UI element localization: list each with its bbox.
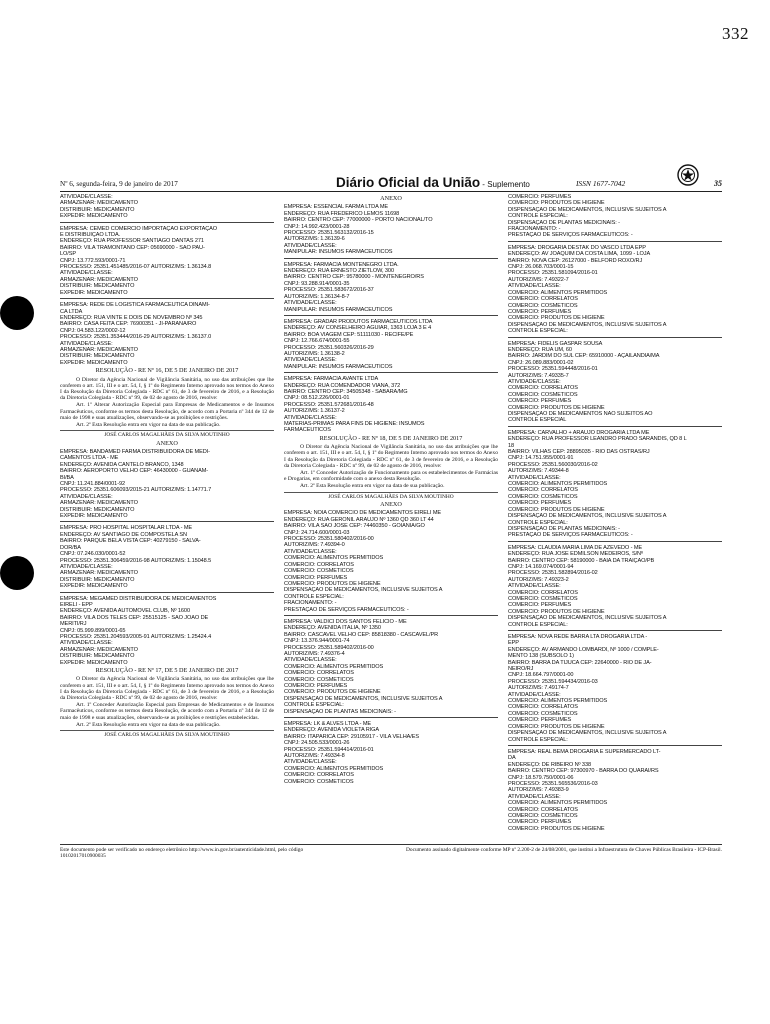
entry-line: COMÉRCIO: CORRELATOS	[508, 385, 578, 392]
entry-line: COMÉRCIO: PERFUMES	[508, 308, 572, 315]
entry-line: ATIVIDADE/CLASSE:	[508, 793, 561, 800]
section-divider	[284, 615, 498, 616]
edition-info: Nº 6, segunda-feira, 9 de janeiro de 2017	[60, 180, 178, 188]
entry-line: MANIPULAR: INSUMOS FARMACÊUTICOS	[284, 249, 393, 256]
entry-line: AUTORIZ/MS: 7.49376-4	[284, 650, 345, 657]
entry-line: DISPENSAÇÃO DE MEDICAMENTOS, INCLUSIVE SUJEITOS A	[508, 513, 667, 520]
entry-line: CONTROLE ESPECIAL:	[284, 702, 344, 709]
entry-line: ATIVIDADE/CLASSE:	[284, 242, 337, 249]
entry-line: PROCESSO: 25351.565536/2016-03	[508, 780, 598, 787]
entry-line: MERITI/RJ	[60, 621, 87, 628]
entry-line: COMÉRCIO: PERFUMES	[508, 194, 572, 200]
entry-line: CONTROLE ESPECIAL	[508, 417, 567, 424]
entry-line: FARMACÊUTICOS	[284, 427, 331, 434]
column-3	[508, 194, 722, 844]
gazette-title	[336, 175, 530, 191]
entry-line: COMÉRCIO: COSMÉTICOS	[284, 778, 354, 785]
entry-line: DISTRIBUIR: MEDICAMENTO	[60, 353, 135, 360]
entry-line: CNPJ: 12.766.674/0001-55	[284, 338, 350, 345]
entry-line: ENDEREÇO: AVENIDA AUTOMÓVEL CLUB, Nº 1600	[60, 608, 190, 615]
entry-line: EMPRESA: GRADAR PRODUTOS FARMACÊUTICOS LTDA	[284, 318, 433, 325]
entry-line: EMPRESA: LK & ALVES LTDA - ME	[284, 721, 372, 728]
entry-line: ENDEREÇO: RUA ERNESTO ZIETLOW, 300	[284, 268, 394, 275]
entry-line: PROCESSO: 25351.589402/2016-00	[284, 644, 374, 651]
section-divider	[60, 222, 274, 223]
entry-line: ATIVIDADE/CLASSE:	[508, 378, 561, 385]
entry-line: EMPRESA: NÓIA COMÉRCIO DE MEDICAMENTOS EIRELI ME	[284, 510, 442, 517]
entry-line: ATIVIDADE/CLASSE:	[508, 283, 561, 290]
entry-line: CA LTDA	[60, 308, 83, 315]
entry-line: CONTROLE ESPECIAL:	[284, 593, 344, 600]
entry-line: ARMAZENAR: MEDICAMENTO	[60, 200, 138, 207]
entry-line: COMÉRCIO: PRODUTOS DE HIGIENE	[508, 200, 605, 207]
entry-line: CNPJ: 26.089.883/0001-02	[508, 359, 574, 366]
entry-line: CNPJ: 08.512.226/0001-01	[284, 395, 350, 402]
entry-line: COMÉRCIO: ALIMENTOS PERMITIDOS	[284, 663, 384, 670]
entry-line: ATIVIDADE/CLASSE:	[508, 691, 561, 698]
entry-line: MANIPULAR: INSUMOS FARMACÊUTICOS	[284, 306, 393, 313]
entry-line: FRACIONAMENTO: -	[508, 226, 561, 233]
entry-line: DISPENSAÇÃO DE PLANTAS MEDICINAIS: -	[508, 219, 620, 226]
resolution-paragraph: O Diretor da Agência Nacional de Vigilância Sanitária, no uso das atribuições que lhe conferem o art. 151, III e o art. 54, I, § 1º do Regimento Interno aprovado nos termos do Anexo I da Resolução da Diretoria Colegiada - RDC nº 61, de 3 de fevereiro de 2016, e a Resolução da Diretoria Colegiada - RDC nº 99, de 02 de agosto de 2016, resolve:	[60, 676, 274, 702]
entry-line: ARMAZENAR: MEDICAMENTO	[60, 570, 138, 577]
punch-hole	[0, 296, 34, 330]
entry-line: EMPRESA: CEMED COMÉRCIO IMPORTAÇÃO EXPORTAÇÃO	[60, 225, 218, 232]
entry-line: ARMAZENAR: MEDICAMENTO	[60, 346, 138, 353]
entry-line: DISPENSAÇÃO DE PLANTAS MEDICINAIS: -	[508, 525, 620, 532]
entry-line: BAIRRO: CENTRO CEP: 95780000 - MONTENEGRO/RS	[284, 274, 424, 281]
entry-line: ENDEREÇO: AV JOAQUIM DA COSTA LIMA, 1099 - LOJA	[508, 251, 651, 258]
footer-verification: Este documento pode ser verificado no endereço eletrônico http://www.in.gov.br/autenticidade.html, pelo código 10102017010900035	[60, 847, 304, 860]
entry-line: EMPRESA: DROGARIA DESTAK DO VASCO LTDA EPP	[508, 244, 646, 251]
entry-line: BAIRRO: CENTRO CEP: 97300970 - BARRA DO QUARAÍ/RS	[508, 768, 659, 775]
entry-line: AUTORIZ/MS: 7.49174-7	[508, 685, 569, 692]
entry-line: CNPJ: 18.664.797/0001-00	[508, 672, 574, 679]
entry-line: AUTORIZ/MS: 1.36138-2	[284, 350, 345, 357]
entry-line: COMÉRCIO: CORRELATOS	[508, 704, 578, 711]
entry-line: ENDEREÇO: RUA PROFESSOR SANTIAGO DANTAS 271	[60, 238, 204, 245]
entry-line: CONTROLE ESPECIAL:	[508, 736, 568, 743]
entry-line: CONTROLE ESPECIAL:	[508, 519, 568, 526]
section-divider	[284, 717, 498, 718]
signatory-name: JOSÉ CARLOS MAGALHÃES DA SILVA MOUTINHO	[60, 730, 274, 738]
entry-line: CONTROLE ESPECIAL:	[508, 328, 568, 335]
entry-line: COMÉRCIO: PRODUTOS DE HIGIENE	[508, 608, 605, 615]
entry-line: PROCESSO: 25351.580402/2016-00	[284, 536, 374, 543]
entry-line: DOR/BA	[60, 544, 81, 551]
resolution-paragraph: O Diretor da Agência Nacional de Vigilância Sanitária, no uso das atribuições que lhe conferem o art. 151, III e o art. 54, I, § 1º do Regimento Interno aprovado nos termos do Anexo I da Resolução da Diretoria Colegiada - RDC nº 61, de 3 de fevereiro de 2016, e a Resolução da Diretoria Colegiada - RDC nº 99, de 02 de agosto de 2016, resolve:	[60, 376, 274, 402]
section-divider	[508, 426, 722, 427]
entry-line: EMPRESA: REDE DE LOGÍSTICA FARMACÊUTICA DINAMI-	[60, 302, 210, 309]
entry-line: BAIRRO: VILA SÃO JOSÉ CEP: 74460350 - GOIÂNIA/GO	[284, 523, 425, 530]
entry-line: EMPRESA: FIDELIS GASPAR SOUSA	[508, 340, 603, 347]
entry-line: COMÉRCIO: PERFUMES	[508, 500, 572, 507]
entry-line: DISPENSAÇÃO DE MEDICAMENTOS, INCLUSIVE SUJEITOS A	[284, 587, 443, 594]
entry-line: ATIVIDADE/CLASSE:	[60, 340, 113, 347]
entry-line: MATÉRIAS-PRIMAS PARA FINS DE HIGIENE: INSUMOS	[284, 421, 425, 427]
entry-line: CNPJ: 24.505.533/0001-26	[284, 740, 350, 747]
section-divider	[508, 745, 722, 746]
entry-line: BAIRRO: PARQUE BELA VISTA CEP: 40279150 - SALVA-	[60, 538, 201, 545]
entry-line: COMÉRCIO: CORRELATOS	[508, 589, 578, 596]
entry-line: COMÉRCIO: COSMÉTICOS	[508, 493, 578, 500]
entry-line: ARMAZENAR: MEDICAMENTO	[60, 276, 138, 283]
entry-line: BAIRRO: ITAPARICA CEP: 29105917 - VILA VELHA/ES	[284, 733, 419, 740]
entry-line: DISTRIBUIR: MEDICAMENTO	[60, 506, 135, 513]
section-divider	[508, 337, 722, 338]
entry-line: ATIVIDADE/CLASSE:	[60, 493, 113, 500]
entry-line: AUTORIZ/MS: 7.49344-8	[508, 468, 569, 475]
signatory-name: JOSÉ CARLOS MAGALHÃES DA SILVA MOUTINHO	[60, 430, 274, 438]
entry-line: ARMAZENAR: MEDICAMENTO	[60, 500, 138, 507]
columns-area	[60, 194, 722, 844]
entry-line: PROCESSO: 25351.204593/2005-91 AUTORIZ/MS: 1.25424.4	[60, 633, 212, 640]
entry-line: CNPJ: 04.583.122/0002-12	[60, 327, 126, 334]
entry-line: COMÉRCIO: PERFUMES	[508, 717, 572, 724]
entry-line: CNPJ: 05.999.899/0001-65	[60, 627, 126, 634]
entry-line: PROCESSO: 25351.606093/2015-21 AUTORIZ/MS: 1.14771.7	[60, 487, 212, 494]
entry-line: EMPRESA: ESSENCIAL FARMA LTDA ME	[284, 204, 389, 211]
entry-line: DISPENSAÇÃO DE MEDICAMENTOS, INCLUSIVE SUJEITOS A	[284, 695, 443, 702]
entry-line: BAIRRO: BARRA DA TIJUCA CEP: 22640000 - RIO DE JA-	[508, 659, 652, 666]
entry-line: BAIRRO: VILHAS CEP: 28895035 - RIO DAS OSTRAS/RJ	[508, 449, 650, 456]
entry-line: ATIVIDADE/CLASSE:	[284, 548, 337, 555]
page-number: 35	[713, 179, 722, 188]
entry-line: MANIPULAR: INSUMOS FARMACÊUTICOS	[284, 363, 393, 370]
entry-line: COMÉRCIO: PERFUMES	[284, 574, 348, 581]
entry-line: LO/SP	[60, 251, 76, 258]
entry-line: ENDEREÇO: AVENIDA VIOLETA RIGA	[284, 727, 380, 734]
entry-line: ENDEREÇO: AV ARMANDO LOMBARDI, Nº 1000 / COMPLE-	[508, 646, 659, 653]
entry-line: DISTRIBUIR: MEDICAMENTO	[60, 283, 135, 290]
entry-line: COMÉRCIO: PRODUTOS DE HIGIENE	[284, 689, 381, 696]
entry-line: COMÉRCIO: ALIMENTOS PERMITIDOS	[508, 289, 608, 296]
entry-line: COMÉRCIO: ALIMENTOS PERMITIDOS	[508, 800, 608, 807]
section-heading: RESOLUÇÃO - RE Nº 18, DE 5 DE JANEIRO DE 2017	[319, 434, 463, 442]
entry-line: AUTORIZ/MS: 1.36134-8-7	[284, 293, 350, 300]
entry-line: 18	[508, 442, 515, 449]
entry-line: CNPJ: 13.376.944/0001-74	[284, 638, 350, 645]
entry-line: ENDEREÇO: AV SANTIAGO DE COMPOSTELA SN	[60, 531, 187, 538]
entry-line: ATIVIDADE/CLASSE:	[60, 640, 113, 647]
entry-line: ENDEREÇO: RUA GERONIL ARAÚJO Nº 1360 QD 360 LT 44	[284, 516, 434, 523]
entry-line: MENTO 138 (SUBSOLO 1)	[508, 653, 574, 660]
entry-line: CNPJ: 11.241.884/0001-92	[60, 481, 125, 488]
entry-line: BAIRRO: BOA VIAGEM CEP: 51111030 - RECIFE/PE	[284, 331, 414, 338]
entry-line: DISPENSAÇÃO DE MEDICAMENTOS, INCLUSIVE SUJEITOS A	[508, 615, 667, 622]
entry-line: COMÉRCIO: PRODUTOS DE HIGIENE	[508, 723, 605, 730]
entry-line: COMÉRCIO: COSMÉTICOS	[284, 568, 354, 575]
section-divider	[284, 315, 498, 316]
gazette-title-text: Diário Oficial da União	[336, 175, 481, 190]
entry-line: ENDEREÇO: AVENIDA CANTELO BRANCO, 1348	[60, 461, 184, 468]
resolution-paragraph: Art. 1º Alterar Autorização Especial para Empresas de Medicamentos e de Insumos Farmacêuticos, conforme os termos desta Resolução, de acordo com a Portaria nº 344 de 12 de maio de 1998 e suas atualizações, observando-se as proibições e restrições.	[60, 402, 274, 421]
entry-line: EXPEDIR: MEDICAMENTO	[60, 359, 128, 366]
entry-line: AUTORIZ/MS: 1.36137-2	[284, 408, 345, 415]
entry-line: COMÉRCIO: CORRELATOS	[508, 296, 578, 303]
entry-line: EXPEDIR: MEDICAMENTO	[60, 289, 128, 296]
entry-line: COMÉRCIO: CORRELATOS	[284, 772, 354, 779]
entry-line: PROCESSO: 25351.306459/2016-98 AUTORIZ/MS: 1.15048.5	[60, 557, 212, 564]
entry-line: ATIVIDADE/CLASSE:	[284, 414, 337, 421]
entry-line: COMÉRCIO: CORRELATOS	[508, 806, 578, 813]
entry-line: EMPRESA: CLAUDIA MARIA LIMA DE AZEVEDO - ME	[508, 544, 643, 551]
entry-line: CNPJ: 13.772.593/0001-71	[60, 257, 126, 264]
entry-line: AUTORIZ/MS: 7.49335-7	[508, 372, 569, 379]
entry-line: EMPRESA: PRO HOSPITAL HOSPITALAR LTDA - ME	[60, 525, 193, 532]
entry-line: BAIRRO: NOVA CEP: 26127000 - BELFORD ROXO/RJ	[508, 257, 643, 264]
entry-line: E DISTRIBUIÇÃO LTDA.	[60, 232, 121, 239]
entry-line: CNPJ: 18.579.750/0001-06	[508, 774, 574, 781]
entry-line: DA	[508, 755, 516, 762]
entry-line: PROCESSO: 25351.582894/2016-02	[508, 570, 598, 577]
entry-line: BAIRRO: VILA TRAMONTANO CEP: 05690000 - SÃO PAU-	[60, 244, 205, 251]
entry-line: ENDEREÇO: RUA COMENDADOR VIANA, 372	[284, 382, 401, 389]
entry-line: BAIRRO: CENTRO CEP: 34505348 - SABARÁ/MG	[284, 388, 408, 395]
entry-line: COMÉRCIO: PERFUMES	[284, 683, 348, 690]
section-heading: ANEXO	[380, 501, 402, 509]
entry-line: COMÉRCIO: ALIMENTOS PERMITIDOS	[508, 481, 608, 488]
entry-line: PROCESSO: 25351.583672/2016-37	[284, 287, 374, 294]
entry-line: ATIVIDADE/CLASSE:	[60, 270, 113, 277]
entry-line: CNPJ: 14.169.074/0001-94	[508, 563, 574, 570]
entry-line: BAIRRO: VILA DOS TELES CEP: 25515125 - SÃO JOÃO DE	[60, 614, 209, 621]
page-header	[60, 170, 722, 192]
entry-line: PROCESSO: 25351.572681/2016-48	[284, 401, 374, 408]
entry-line: PROCESSO: 25351.451485/2016-07 AUTORIZ/MS: 1.36134.8	[60, 264, 212, 271]
entry-line: BAIRRO: CENTRO CEP: 58190000 - BAÍA DA TRAIÇÃO/PB	[508, 557, 655, 564]
entry-line: FRACIONAMENTO: -	[284, 600, 337, 607]
entry-line: CNPJ: 14.751.955/0001-91	[508, 455, 574, 462]
entry-line: ENDEREÇO: RUA PROFESSOR LEANDRO PRADO SARANDIS, QD 8 L	[508, 436, 687, 443]
entry-line: ATIVIDADE/CLASSE:	[284, 300, 337, 307]
entry-line: PROCESSO: 25351.594434/2016-03	[508, 678, 598, 685]
entry-line: ARMAZENAR: MEDICAMENTO	[60, 646, 138, 653]
page-number-stamp: 332	[722, 24, 749, 43]
section-divider	[60, 592, 274, 593]
entry-line: AUTORIZ/MS: 7.49383-9	[508, 787, 569, 794]
section-heading: ANEXO	[156, 439, 178, 447]
entry-line: CNPJ: 26.068.703/0001-15	[508, 264, 574, 271]
entry-line: COMÉRCIO: COSMÉTICOS	[284, 676, 354, 683]
entry-line: CONTROLE ESPECIAL:	[508, 213, 568, 220]
entry-line: BI/BA	[60, 474, 74, 481]
entry-line: DISPENSAÇÃO DE MEDICAMENTOS, INCLUSIVE SUJEITOS A	[508, 730, 667, 737]
entry-line: DISTRIBUIR: MEDICAMENTO	[60, 653, 135, 660]
entry-line: DISPENSAÇÃO DE MEDICAMENTOS NÃO SUJEITOS AO	[508, 411, 653, 417]
entry-line: COMÉRCIO: ALIMENTOS PERMITIDOS	[284, 765, 384, 772]
entry-line: COMÉRCIO: PERFUMES	[508, 398, 572, 405]
entry-line: COMÉRCIO: PRODUTOS DE HIGIENE	[508, 825, 605, 832]
entry-line: COMÉRCIO: CORRELATOS	[284, 670, 354, 677]
entry-line: CNPJ: 24.714.600/0001-03	[284, 529, 350, 536]
section-divider	[508, 541, 722, 542]
resolution-paragraph: O Diretor da Agência Nacional de Vigilância Sanitária, no uso das atribuições que lhe conferem o art. 151, III e o art. 54, I, § 1º do Regimento Interno aprovado nos termos do Anexo I da Resolução da Diretoria Colegiada - RDC nº 61, de 3 de fevereiro de 2016, e a Resolução da Diretoria Colegiada - RDC nº 99, de 02 de agosto de 2016, resolve:	[284, 444, 498, 469]
entry-line: CAMENTOS LTDA - ME	[60, 455, 119, 462]
column-1	[60, 194, 274, 844]
entry-line: EMPRESA: VALDICI DOS SANTOS FELICIO - ME	[284, 618, 407, 625]
entry-line: COMÉRCIO: COSMÉTICOS	[508, 595, 578, 602]
entry-line: PROCESSO: 25351.581094/2016-01	[508, 270, 598, 277]
entry-line: COMÉRCIO: COSMÉTICOS	[508, 710, 578, 717]
resolution-paragraph: Art. 2º Esta Resolução entra em vigor na data de sua publicação.	[76, 421, 221, 428]
entry-line: ENDEREÇO: RUA FREDERICO LEMOS 11698	[284, 210, 400, 217]
entry-line: PRESTAÇÃO DE SERVIÇOS FARMACÊUTICOS: -	[508, 232, 633, 239]
column-2	[284, 194, 498, 844]
entry-line: EMPRESA: BANDAMED FARMA DISTRIBUIDORA DE MEDI-	[60, 449, 210, 455]
entry-line: PRESTAÇÃO DE SERVIÇOS FARMACÊUTICOS: -	[508, 532, 633, 539]
footer-signature-note: Documento assinado digitalmente conforme MP nº 2.200-2 de 24/08/2001, que institui a Infraestrutura de Chaves Públicas Brasileira - ICP-Brasil.	[405, 847, 722, 853]
entry-line: EXPEDIR: MEDICAMENTO	[60, 659, 128, 666]
entry-line: EMPRESA: FARMÁCIA MONTENEGRO LTDA.	[284, 261, 399, 268]
entry-line: COMÉRCIO: ALIMENTOS PERMITIDOS	[508, 698, 608, 705]
gazette-title-suffix: - Suplemento	[480, 180, 530, 189]
section-divider	[60, 521, 274, 522]
entry-line: EMPRESA: MEGAMED DISTRIBUIDORA DE MEDICAMENTOS	[60, 595, 217, 602]
entry-line: ATIVIDADE/CLASSE:	[60, 194, 113, 200]
entry-line: CNPJ: 07.246.030/0001-52	[60, 551, 126, 558]
entry-line: PROCESSO: 25351.563132/2016-15	[284, 230, 374, 237]
entry-line: DISTRIBUIR: MEDICAMENTO	[60, 576, 135, 583]
entry-line: BAIRRO: AEROPORTO VELHO CEP: 46430000 - GUANAM-	[60, 468, 209, 475]
section-divider	[508, 630, 722, 631]
entry-line: COMÉRCIO: COSMÉTICOS	[508, 302, 578, 309]
entry-line: ATIVIDADE/CLASSE:	[284, 357, 337, 364]
entry-line: COMÉRCIO: PRODUTOS DE HIGIENE	[508, 506, 605, 513]
national-seal-icon	[677, 164, 699, 186]
section-heading: RESOLUÇÃO - RE Nº 16, DE 5 DE JANEIRO DE 2017	[95, 367, 239, 375]
resolution-paragraph: Art. 2º Esta Resolução entra em vigor na data de sua publicação.	[300, 483, 445, 490]
resolution-paragraph: Art. 2º Esta Resolução entra em vigor na data de sua publicação.	[76, 721, 221, 728]
entry-line: PROCESSO: 25351.353444/2016-29 AUTORIZ/MS: 1.36137.0	[60, 334, 212, 341]
entry-line: ATIVIDADE/CLASSE:	[508, 583, 561, 590]
entry-line: AUTORIZ/MS: 7.49323-2	[508, 576, 569, 583]
section-divider	[508, 241, 722, 242]
entry-line: COMÉRCIO: ALIMENTOS PERMITIDOS	[284, 555, 384, 562]
entry-line: COMÉRCIO: PERFUMES	[508, 819, 572, 826]
entry-line: ATIVIDADE/CLASSE:	[60, 563, 113, 570]
entry-line: COMÉRCIO: COSMÉTICOS	[508, 812, 578, 819]
entry-line: CNPJ: 93.288.914/0001-35	[284, 280, 350, 287]
entry-line: ENDEREÇO: RUA JOSÉ EDMILSON MEDEIROS, S/Nº	[508, 551, 643, 558]
entry-line: DISTRIBUIR: MEDICAMENTO	[60, 206, 135, 213]
entry-line: COMÉRCIO: PRODUTOS DE HIGIENE	[284, 580, 381, 587]
entry-line: COMÉRCIO: PERFUMES	[508, 602, 572, 609]
entry-line: EIRELI - EPP	[60, 601, 93, 608]
entry-line: ATIVIDADE/CLASSE:	[508, 474, 561, 481]
entry-line: BAIRRO: CASA FEITA CEP: 76900351 - JI-PARANÁ/RO	[60, 321, 197, 328]
entry-line: COMÉRCIO: CORRELATOS	[508, 487, 578, 494]
entry-line: EMPRESA: NOVA REDE BARRA LTA DROGARIA LTDA -	[508, 634, 648, 640]
entry-line: EMPRESA: CARVALHO + ARAÚJO DROGARIA LTDA ME	[508, 429, 650, 436]
entry-line: BAIRRO: CASCAVEL VELHO CEP: 85818380 - CASCAVEL/PR	[284, 631, 439, 638]
entry-line: EXPEDIR: MEDICAMENTO	[60, 213, 128, 220]
resolution-paragraph: Art. 1º Conceder Autorização de Funcionamento para os estabelecimentos de Farmácias e Drogarias, em conformidade com o anexo desta Resolução.	[284, 470, 498, 483]
entry-line: PRESTAÇÃO DE SERVIÇOS FARMACÊUTICOS: -	[284, 606, 409, 613]
entry-line: PROCESSO: 25351.594414/2016-01	[284, 746, 374, 753]
entry-line: ENDEREÇO: AV CONSELHEIRO AGUIAR, 1363 LOJA 3 E 4	[284, 325, 432, 332]
entry-line: BAIRRO: JARDIM DO SUL CEP: 65910000 - AÇAILÂNDIA/MA	[508, 353, 660, 360]
resolution-paragraph: Art. 1º Conceder Autorização Especial para Empresas de Medicamentos e de Insumos Farmacêuticos, conforme os termos desta Resolução, de acordo com a Portaria nº 344 de 12 de maio de 1998 e suas atualizações, observando-se as proibições e restrições estabelecidas.	[60, 702, 274, 721]
entry-line: COMÉRCIO: CORRELATOS	[284, 561, 354, 568]
entry-line: AUTORIZ/MS: 7.49394-0	[284, 542, 345, 549]
entry-line: ATIVIDADE/CLASSE:	[284, 759, 337, 766]
entry-line: COMÉRCIO: COSMÉTICOS	[508, 391, 578, 398]
entry-line: ENDEREÇO: RUA UM, 60	[508, 346, 572, 353]
entry-line: ENDEREÇO: DE RIBEIRO Nº 338	[508, 761, 591, 768]
entry-line: ENDEREÇO: AVENIDA ITÁLIA, Nº 1350	[284, 625, 381, 632]
entry-line: EMPRESA: FARMÁCIA AVANTE LTDA	[284, 376, 379, 383]
entry-line: DISPENSAÇÃO DE MEDICAMENTOS, INCLUSIVE SUJEITOS A	[508, 321, 667, 328]
section-divider	[60, 298, 274, 299]
issn: ISSN 1677-7042	[575, 179, 626, 188]
entry-line: BAIRRO: CENTRO CEP: 77000000 - PORTO NACIONAL/TO	[284, 217, 433, 224]
signatory-name: JOSÉ CARLOS MAGALHÃES DA SILVA MOUTINHO	[284, 492, 498, 500]
entry-line: NEIRO/RJ	[508, 666, 534, 673]
entry-line: PROCESSO: 25351.560030/2016-02	[508, 461, 598, 468]
entry-line: PROCESSO: 25351.594448/2016-01	[508, 366, 598, 373]
entry-line: EMPRESA: REAL BEMA DROGARIA E SUPERMERCADO LT-	[508, 748, 661, 755]
entry-line: PROCESSO: 25351.560326/2016-29	[284, 344, 374, 351]
entry-line: EPP	[508, 640, 519, 647]
entry-line: COMÉRCIO: PRODUTOS DE HIGIENE	[508, 404, 605, 411]
entry-line: EXPEDIR: MEDICAMENTO	[60, 583, 128, 590]
entry-line: DISPENSAÇÃO DE PLANTAS MEDICINAIS: -	[284, 708, 396, 715]
entry-line: CNPJ: 14.992.423/0001-28	[284, 223, 350, 230]
entry-line: AUTORIZ/MS: 7.49334-8	[284, 753, 345, 760]
entry-line: COMÉRCIO: PRODUTOS DE HIGIENE	[508, 315, 605, 322]
entry-line: ENDEREÇO: RUA VINTE E DOIS DE NOVEMBRO Nº 345	[60, 314, 203, 321]
entry-line: AUTORIZ/MS: 7.49322-7	[508, 276, 569, 283]
section-heading: RESOLUÇÃO - RE Nº 17, DE 5 DE JANEIRO DE 2017	[95, 667, 239, 674]
punch-hole	[0, 556, 34, 590]
section-divider	[284, 372, 498, 373]
page-footer	[60, 844, 722, 866]
section-divider	[284, 258, 498, 259]
entry-line: AUTORIZ/MS: 1.36139-6	[284, 236, 345, 243]
entry-line: CONTROLE ESPECIAL:	[508, 621, 568, 628]
entry-line: ATIVIDADE/CLASSE:	[284, 657, 337, 664]
section-heading: ANEXO	[380, 195, 402, 202]
entry-line: EXPEDIR: MEDICAMENTO	[60, 513, 128, 520]
entry-line: DISPENSAÇÃO DE MEDICAMENTOS, INCLUSIVE SUJEITOS A	[508, 206, 667, 213]
